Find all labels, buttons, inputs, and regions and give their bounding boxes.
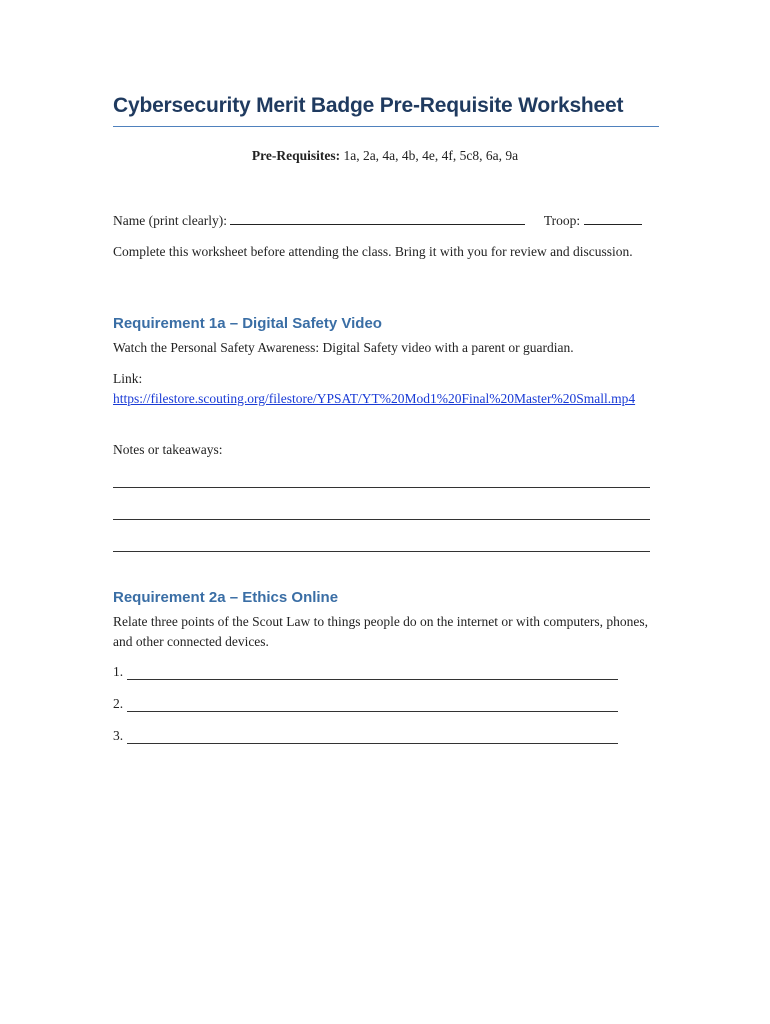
notes-label: Notes or takeaways: xyxy=(113,442,223,457)
item-number: 3. xyxy=(113,728,124,743)
scout-law-line-2[interactable] xyxy=(127,711,618,712)
name-label: Name (print clearly): xyxy=(113,213,227,228)
scout-law-item-2 xyxy=(113,696,123,712)
video-link-block xyxy=(113,389,658,409)
scout-law-line-3[interactable] xyxy=(127,743,618,744)
item-number: 2. xyxy=(113,696,124,711)
video-link-label: Link: xyxy=(113,371,143,386)
requirement-1a-instruction: Watch the Personal Safety Awareness: Digital Safety video with a parent or guardian. xyxy=(113,340,574,355)
scout-law-item-3 xyxy=(113,728,123,744)
video-link[interactable]: https://filestore.scouting.org/filestore/YPSAT/YT%20Mod1%20Final%20Master%20Small.mp4 xyxy=(113,391,636,406)
item-number: 1. xyxy=(113,664,124,679)
prerequisites-value: 1a, 2a, 4a, 4b, 4e, 4f, 5c8, 6a, 9a xyxy=(343,148,519,163)
name-troop-row xyxy=(113,212,642,229)
notes-line-2[interactable] xyxy=(113,519,650,520)
title-underline xyxy=(113,126,659,127)
page-title: Cybersecurity Merit Badge Pre-Requisite Worksheet xyxy=(113,94,624,117)
troop-label: Troop: xyxy=(543,213,581,228)
scout-law-line-1[interactable] xyxy=(127,679,618,680)
requirement-1a-heading: Requirement 1a – Digital Safety Video xyxy=(113,315,382,332)
requirement-2a-heading: Requirement 2a – Ethics Online xyxy=(113,589,339,606)
prerequisites-label: Pre-Requisites: xyxy=(251,148,341,163)
prerequisites-line xyxy=(0,148,770,164)
troop-field[interactable] xyxy=(584,212,642,225)
name-field[interactable] xyxy=(230,212,525,225)
requirement-2a-instruction: Relate three points of the Scout Law to things people do on the internet or with computers, phones, and other connected devices. xyxy=(113,614,649,649)
intro-paragraph: Complete this worksheet before attending the class. Bring it with you for review and discussion. xyxy=(113,244,633,259)
notes-line-3[interactable] xyxy=(113,551,650,552)
notes-line-1[interactable] xyxy=(113,487,650,488)
scout-law-item-1 xyxy=(113,664,123,680)
